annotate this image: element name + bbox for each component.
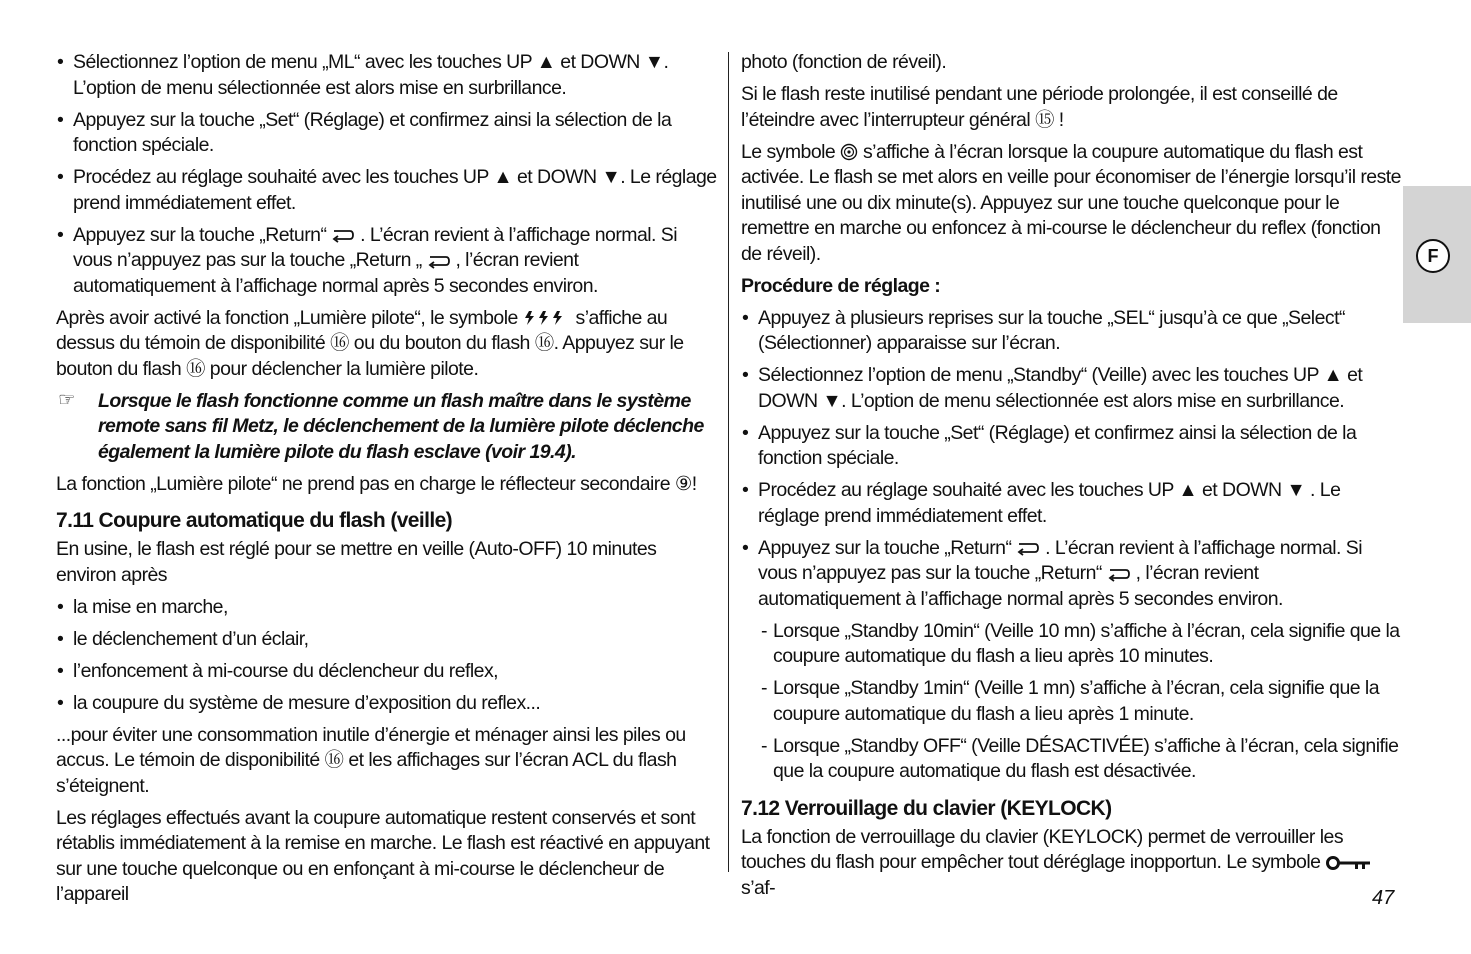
paragraph-text: La fonction de verrouillage du clavier (KEYLOCK) permet de verrouiller les touches du flash pour empêcher tout déréglage inopportun. Le symbole — [741, 825, 1344, 873]
return-icon — [427, 253, 451, 269]
right-column — [741, 50, 1401, 908]
paragraph-text: Après avoir activé la fonction „Lumière pilote“, le symbole — [56, 306, 518, 329]
paragraph: La fonction „Lumière pilote“ ne prend pas en charge le réflecteur secondaire ⑨! — [56, 472, 697, 495]
note-text: Lorsque le flash fonctionne comme un flash maître dans le système remote sans fil Metz, le déclenchement de la lumière pilote déclenche également la lumière pilote du flash esclave (voir 19.4). — [98, 389, 704, 463]
list-item: • Procédez au réglage souhaité avec les touches UP ▲ et DOWN ▼ . Le réglage prend immédiatement effet. — [741, 478, 1401, 529]
list-item — [56, 223, 720, 300]
list-item: • Sélectionnez l’option de menu „Standby“ (Veille) avec les touches UP ▲ et DOWN ▼. L’option de menu sélectionnée est alors mise en surbrillance. — [741, 363, 1401, 414]
list-item-text: , l’écran revient automatiquement à l’affichage normal après 5 secondes environ. — [73, 249, 598, 297]
list-item-text: . L’écran revient à l’affichage normal. Si vous n’appuyez pas sur la touche „Return“ — [758, 536, 1363, 584]
list-item: • la coupure du système de mesure d’exposition du reflex... — [56, 691, 720, 717]
language-tab-letter: F — [1416, 239, 1450, 273]
paragraph-text: s’affiche à l’écran lorsque la coupure automatique du flash est activée. Le flash se met alors en veille pour économiser de l’énergie lorsqu’il reste inutilisé une ou dix minute(s). Appuyez sur une touche quelconque pour le remettre en marche ou enfoncez à mi-course le déclencheur du reflex (fonction de réveil). — [741, 140, 1401, 265]
page-number: 47 — [1372, 887, 1395, 909]
list-item: • la mise en marche, — [56, 595, 720, 621]
list-item: • l’enfoncement à mi-course du déclencheur du reflex, — [56, 659, 720, 685]
language-tab — [1403, 186, 1471, 323]
list-item-text: Appuyez sur la touche „Return“ — [758, 536, 1012, 559]
paragraph — [741, 825, 1401, 902]
paragraph-text: Le symbole — [741, 140, 836, 163]
list-item-text: Appuyez sur la touche „Return“ — [73, 223, 327, 246]
return-icon — [331, 227, 355, 243]
list-item-text: , l’écran revient automatiquement à l’affichage normal après 5 secondes environ. — [758, 562, 1283, 610]
list-item: - Lorsque „Standby 10min“ (Veille 10 mn) s’affiche à l’écran, cela signifie que la coupure automatique du flash a lieu après 10 minutes. — [741, 619, 1401, 670]
list-item: - Lorsque „Standby OFF“ (Veille DÉSACTIVÉE) s’affiche à l’écran, cela signifie que la coupure automatique du flash est désactivée. — [741, 734, 1401, 785]
paragraph-text: s’af- — [741, 876, 776, 899]
paragraph-text: s’affiche au dessus du témoin de disponibilité ⑯ ou du bouton du flash ⑯. Appuyez sur le bouton du flash ⑯ pour déclencher la lumière pilote. — [56, 306, 684, 380]
paragraph: Les réglages effectués avant la coupure automatique restent conservés et sont rétablis immédiatement à la remise en marche. Le flash est réactivé en appuyant sur une touche quelconque ou en enfonçant à mi-course le déclencheur de l’appareil — [56, 806, 710, 905]
return-icon — [1016, 540, 1040, 556]
subheading: Procédure de réglage : — [741, 274, 941, 297]
list-item: • Appuyez sur la touche „Set“ (Réglage) et confirmez ainsi la sélection de la fonction spéciale. — [56, 108, 720, 159]
paragraph: ...pour éviter une consommation inutile d’énergie et ménager ainsi les piles ou accus. Le témoin de disponibilité ⑯ et les affichages sur l’écran ACL du flash s’éteignent. — [56, 723, 686, 797]
section-heading: 7.12 Verrouillage du clavier (KEYLOCK) — [741, 796, 1112, 820]
paragraph: En usine, le flash est réglé pour se mettre en veille (Auto-OFF) 10 minutes environ après — [56, 538, 657, 586]
list-item: • Procédez au réglage souhaité avec les touches UP ▲ et DOWN ▼. Le réglage prend immédiatement effet. — [56, 165, 720, 216]
list-item: • le déclenchement d’un éclair, — [56, 627, 720, 653]
list-item-text: . L’écran revient à l’affichage normal. Si vous n’appuyez pas sur la touche „Return „ — [73, 223, 678, 271]
paragraph: photo (fonction de réveil). — [741, 51, 947, 73]
list-item: - Lorsque „Standby 1min“ (Veille 1 mn) s’affiche à l’écran, cela signifie que la coupure automatique du flash a lieu après 1 minute. — [741, 676, 1401, 727]
section-heading: 7.11 Coupure automatique du flash (veille) — [56, 509, 453, 532]
left-column — [56, 50, 720, 914]
key-icon — [1325, 855, 1373, 871]
paragraph — [56, 306, 720, 383]
column-divider — [728, 52, 729, 872]
note — [56, 389, 720, 466]
return-icon — [1107, 566, 1131, 582]
list-item: • Appuyez sur la touche „Set“ (Réglage) et confirmez ainsi la sélection de la fonction spéciale. — [741, 421, 1401, 472]
pointing-hand-icon: ☞ — [58, 388, 75, 411]
paragraph — [741, 140, 1401, 268]
modelling-light-icon — [523, 310, 571, 326]
standby-icon — [840, 143, 858, 161]
list-item: • Sélectionnez l’option de menu „ML“ avec les touches UP ▲ et DOWN ▼. L’option de menu sélectionnée est alors mise en surbrillance. — [56, 50, 720, 101]
list-item: • Appuyez à plusieurs reprises sur la touche „SEL“ jusqu’à ce que „Select“ (Sélectionner) apparaisse sur l’écran. — [741, 306, 1401, 357]
paragraph: Si le flash reste inutilisé pendant une période prolongée, il est conseillé de l’éteindre avec l’interrupteur général ⑮ ! — [741, 83, 1338, 131]
list-item — [741, 536, 1401, 613]
